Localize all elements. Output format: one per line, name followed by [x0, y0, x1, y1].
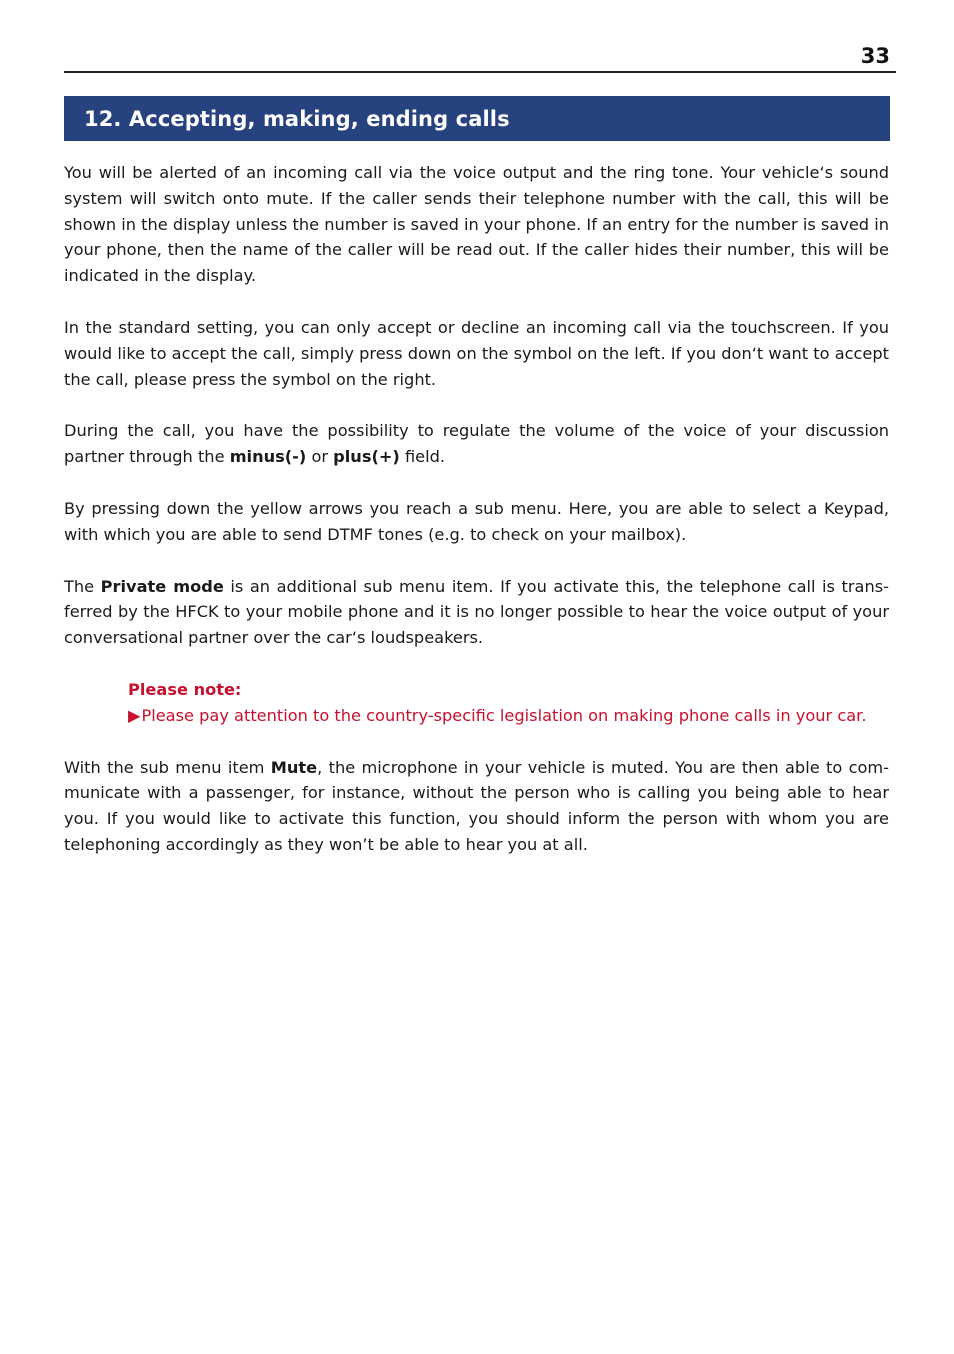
paragraph-private-mode	[64, 574, 889, 651]
text-segment: During the call, you have the possibility to regulate the volume of the voice of your discussion partner through the	[64, 421, 889, 467]
plus-field-label: plus(+)	[333, 447, 400, 467]
text-segment: field.	[399, 447, 446, 467]
paragraph-volume	[64, 418, 889, 470]
note-box	[128, 677, 889, 729]
paragraph-submenu: By pressing down the yellow arrows you reach a sub menu. Here, you are able to select a Keypad, with which you are able to send DTMF tones (e.g. to check on your mailbox).	[64, 498, 889, 544]
paragraph-incoming-call: You will be alerted of an incoming call via the voice output and the ring tone. Your vehicle‘s sound system will switch onto mute. If the caller sends their telephone number with the call, this will be shown in the display unless the number is saved in your phone. If an entry for the number is saved in your phone, then the name of the caller will be read out. If the caller hides their number, this will be indicated in the display.	[64, 163, 889, 286]
section-banner	[64, 96, 890, 141]
private-mode-label: Private mode	[100, 576, 224, 596]
text-segment: or	[306, 447, 334, 467]
mute-label: Mute	[270, 757, 318, 777]
text-segment: is an additional sub menu item. If you activate this, the telephone call is transferred by the HFCK to your mobile phone and it is no longer possible to hear the voice output of your conversational partner over the car‘s loudspeakers.	[64, 576, 889, 648]
section-title: 12. Accepting, making, ending calls	[84, 106, 510, 131]
note-arrow-icon: ▶	[128, 705, 141, 725]
header-rule	[64, 71, 896, 73]
minus-field-label: minus(-)	[229, 447, 307, 467]
text-segment: With the sub menu item	[64, 757, 271, 777]
note-title: Please note:	[128, 679, 242, 699]
paragraph-mute	[64, 755, 889, 858]
text-segment: The	[64, 576, 101, 596]
note-text: Please pay attention to the country-specific legislation on making phone calls in your car.	[141, 705, 867, 725]
content	[64, 160, 889, 884]
text-segment: , the microphone in your vehicle is muted. You are then able to communicate with a passenger, for instance, without the person who is calling you being able to hear you. If you would like to activate this function, you should inform the person with whom you are telephoning accordingly as they won’t be able to hear you at all.	[64, 757, 889, 854]
page-number: 33	[860, 44, 890, 68]
paragraph-touchscreen: In the standard setting, you can only accept or decline an incoming call via the touchscreen. If you would like to accept the call, simply press down on the symbol on the left. If you don‘t want to accept the call, please press the symbol on the right.	[64, 317, 889, 389]
